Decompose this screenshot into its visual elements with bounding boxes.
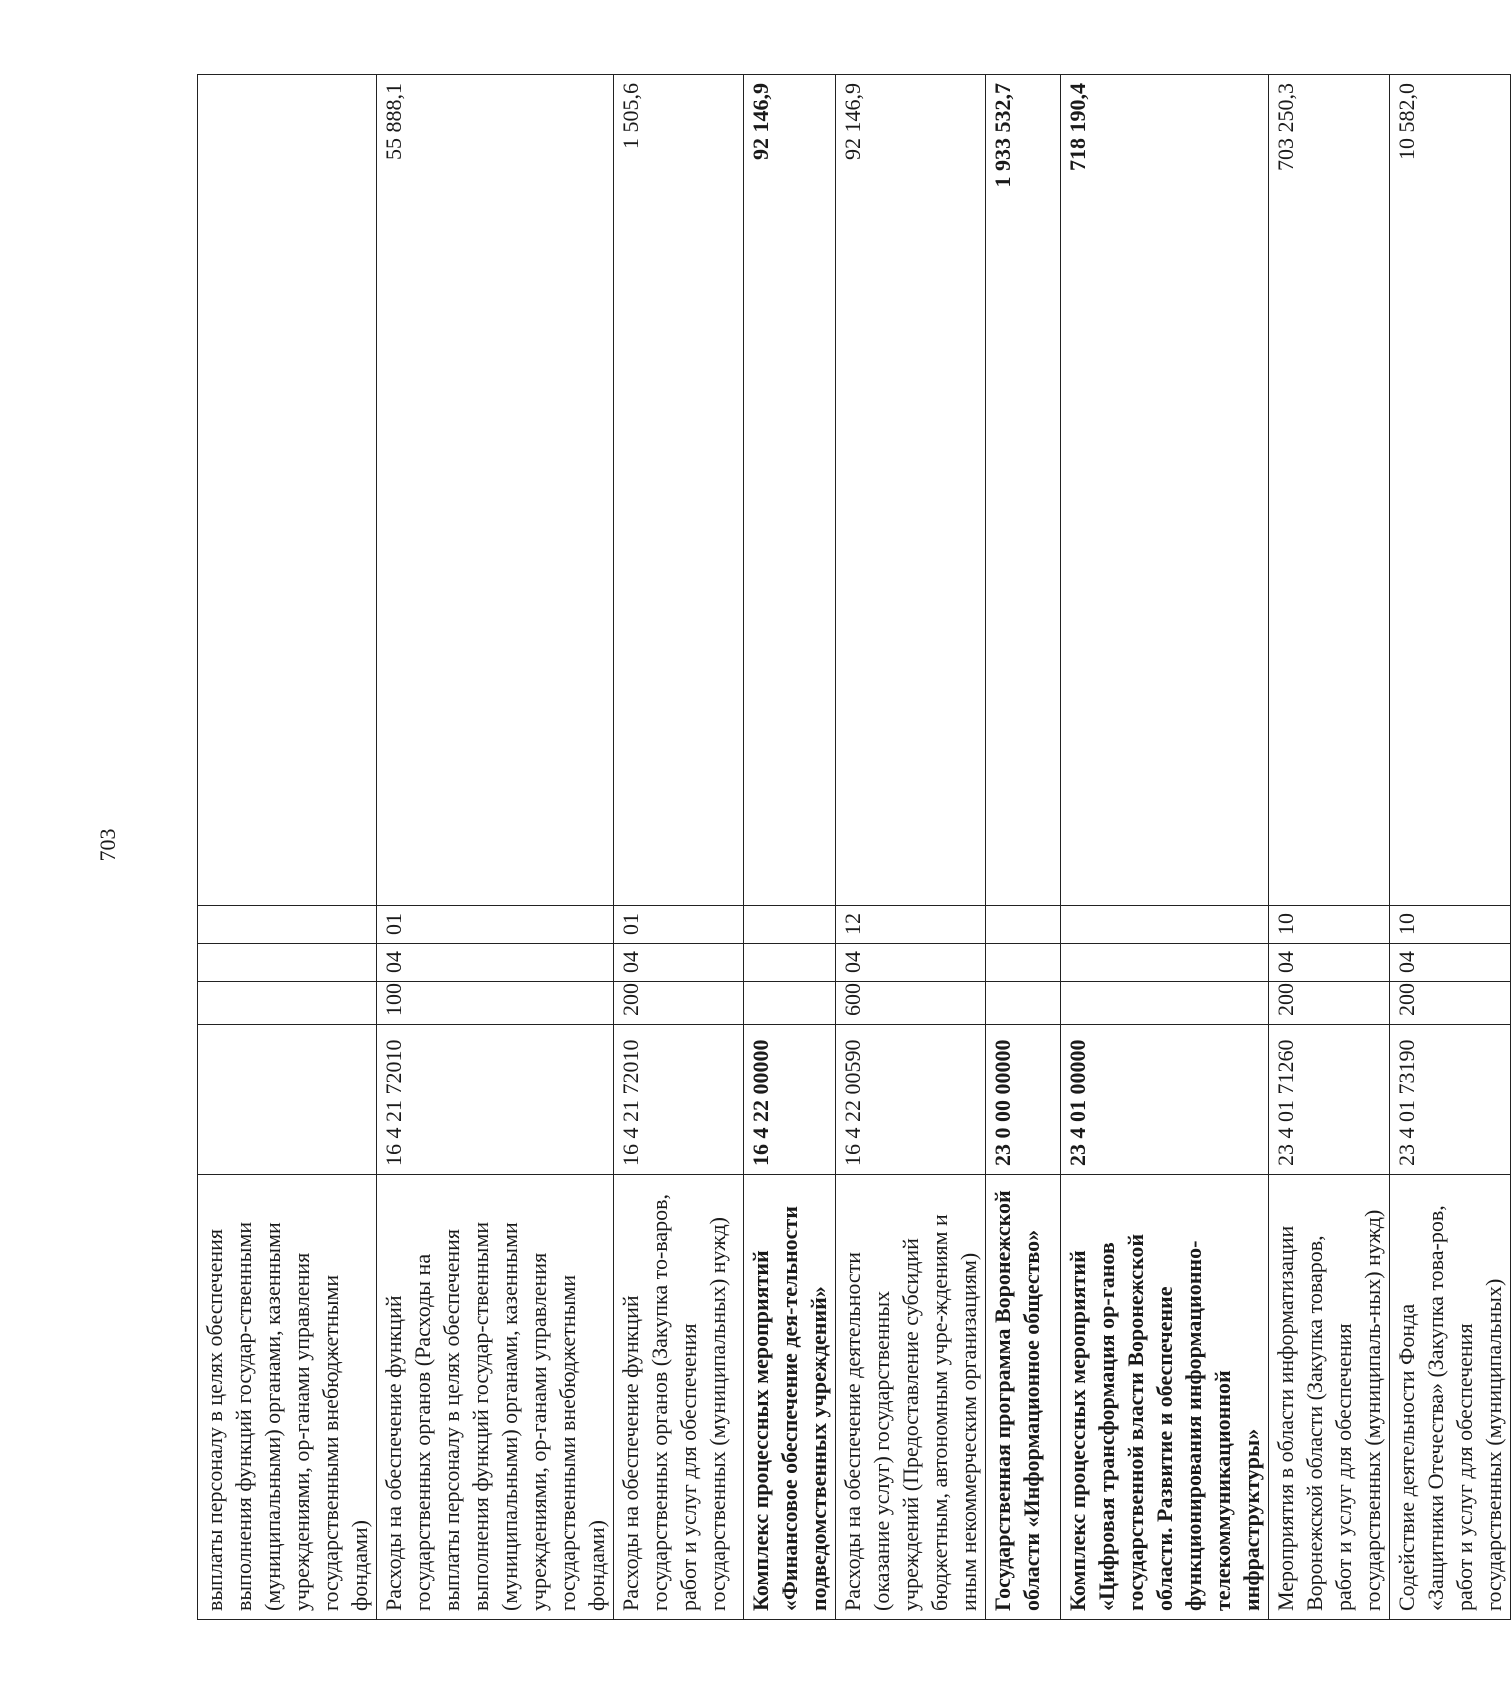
row-code-cell: 16 4 22 00000 bbox=[744, 1025, 836, 1175]
row-code-cell: 23 0 00 00000 bbox=[986, 1025, 1061, 1175]
table-row bbox=[986, 75, 1061, 1620]
row-code-cell: 23 4 01 73190 bbox=[1390, 1025, 1511, 1175]
page-number: 703 bbox=[95, 828, 120, 862]
table-row bbox=[744, 75, 836, 1620]
rotated-table-wrapper bbox=[197, 75, 1506, 1620]
row-vr-cell: 200 bbox=[1269, 982, 1390, 1025]
row-vr-cell: 100 bbox=[377, 982, 614, 1025]
row-pr-cell: 01 bbox=[614, 906, 744, 944]
table-row bbox=[836, 75, 986, 1620]
row-pr-cell: 01 bbox=[377, 906, 614, 944]
row-rz-cell bbox=[1061, 944, 1269, 982]
row-pr-cell bbox=[986, 906, 1061, 944]
row-code-cell: 23 4 01 00000 bbox=[1061, 1025, 1269, 1175]
row-amount-cell: 703 250,3 bbox=[1269, 75, 1390, 906]
row-rz-cell bbox=[744, 944, 836, 982]
row-vr-cell: 200 bbox=[614, 982, 744, 1025]
budget-table bbox=[197, 74, 1511, 1620]
row-name-cell: Комплекс процессных мероприятий «Финансовое обеспечение дея-тельности подведомственных учреждений» bbox=[744, 1175, 836, 1620]
row-name-cell: Расходы на обеспечение деятельности (оказание услуг) государственных учреждений (Предоставление субсидий бюджетным, автономным учре-ждениям и иным некоммерческим организациям) bbox=[836, 1175, 986, 1620]
row-amount-cell: 1 505,6 bbox=[614, 75, 744, 906]
row-amount-cell: 10 582,0 bbox=[1390, 75, 1511, 906]
row-name-cell: Комплекс процессных мероприятий «Цифровая трансформация ор-ганов государственной власти Воронежской области. Развитие и обеспечение функционирования информационно-телекоммуникационной инфраструктуры» bbox=[1061, 1175, 1269, 1620]
row-rz-cell: 04 bbox=[614, 944, 744, 982]
row-pr-cell bbox=[1061, 906, 1269, 944]
row-amount-cell: 55 888,1 bbox=[377, 75, 614, 906]
table-row bbox=[198, 75, 377, 1620]
row-pr-cell: 12 bbox=[836, 906, 986, 944]
row-code-cell: 23 4 01 71260 bbox=[1269, 1025, 1390, 1175]
table-row bbox=[1061, 75, 1269, 1620]
row-code-cell bbox=[198, 1025, 377, 1175]
table-row bbox=[1390, 75, 1511, 1620]
row-amount-cell: 718 190,4 bbox=[1061, 75, 1269, 906]
row-name-cell: Содействие деятельности Фонда «Защитники Отечества» (Закупка това-ров, работ и услуг для обеспечения государственных (муниципальных) bbox=[1390, 1175, 1511, 1620]
row-rz-cell bbox=[986, 944, 1061, 982]
row-rz-cell: 04 bbox=[1269, 944, 1390, 982]
row-rz-cell: 04 bbox=[377, 944, 614, 982]
row-code-cell: 16 4 21 72010 bbox=[377, 1025, 614, 1175]
row-pr-cell: 10 bbox=[1269, 906, 1390, 944]
table-row bbox=[377, 75, 614, 1620]
row-pr-cell bbox=[744, 906, 836, 944]
row-name-cell: Мероприятия в области информатизации Воронежской области (Закупка товаров, работ и услуг для обеспечения государственных (муниципаль-ных) нужд) bbox=[1269, 1175, 1390, 1620]
row-pr-cell bbox=[198, 906, 377, 944]
row-rz-cell bbox=[198, 944, 377, 982]
table-row bbox=[614, 75, 744, 1620]
row-name-cell: Государственная программа Воронежской области «Информационное общество» bbox=[986, 1175, 1061, 1620]
row-amount-cell: 92 146,9 bbox=[836, 75, 986, 906]
row-amount-cell: 92 146,9 bbox=[744, 75, 836, 906]
row-code-cell: 16 4 22 00590 bbox=[836, 1025, 986, 1175]
row-vr-cell bbox=[198, 982, 377, 1025]
row-vr-cell bbox=[1061, 982, 1269, 1025]
row-vr-cell bbox=[986, 982, 1061, 1025]
row-vr-cell: 600 bbox=[836, 982, 986, 1025]
row-pr-cell: 10 bbox=[1390, 906, 1511, 944]
row-vr-cell bbox=[744, 982, 836, 1025]
row-name-cell: выплаты персоналу в целях обеспечения выполнения функций государ-ственными (муниципальными) органами, казенными учреждениями, ор-ганами управления государственными внебюджетными фондами) bbox=[198, 1175, 377, 1620]
row-name-cell: Расходы на обеспечение функций государственных органов (Расходы на выплаты персоналу в целях обеспечения выполнения функций государ-ственными (муниципальными) органами, казенными учреждениями, ор-ганами управления государственными внебюджетными фондами) bbox=[377, 1175, 614, 1620]
row-name-cell: Расходы на обеспечение функций государственных органов (Закупка то-варов, работ и услуг для обеспечения государственных (муниципальных) нужд) bbox=[614, 1175, 744, 1620]
row-amount-cell bbox=[198, 75, 377, 906]
row-amount-cell: 1 933 532,7 bbox=[986, 75, 1061, 906]
row-rz-cell: 04 bbox=[1390, 944, 1511, 982]
row-vr-cell: 200 bbox=[1390, 982, 1511, 1025]
row-code-cell: 16 4 21 72010 bbox=[614, 1025, 744, 1175]
table-row bbox=[1269, 75, 1390, 1620]
row-rz-cell: 04 bbox=[836, 944, 986, 982]
